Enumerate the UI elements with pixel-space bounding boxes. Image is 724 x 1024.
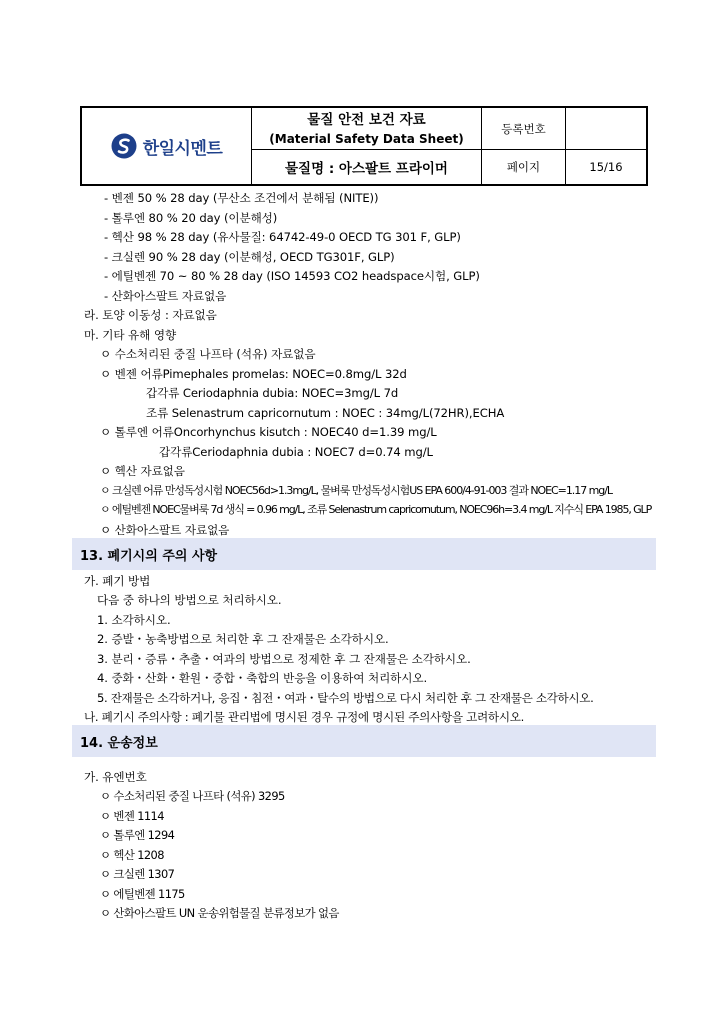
page-label-cell — [482, 150, 566, 184]
un-number-benzene: ㅇ 벤젠 1114 — [100, 809, 164, 823]
un-number-hexane: ㅇ 헥산 1208 — [100, 848, 164, 862]
effect-ethylbenzene: ㅇ 에틸벤젠 NOEC물벼룩 7d 생식 = 0.96 mg/L, 조류 Selenastrum capricornutum, NOEC96h=3.4 mg/L 지수식 EPA 1985, GLP — [100, 503, 652, 516]
un-number-naphtha: ㅇ 수소처리된 중질 나프타 (석유) 3295 — [100, 789, 285, 803]
page-label: 페이지 — [506, 160, 541, 174]
biodegradation-toluene: - 톨루엔 80 % 20 day (이분해성) — [104, 211, 278, 225]
disposal-intro: 다음 중 하나의 방법으로 처리하시오. — [97, 593, 282, 607]
effect-toluene-crustacean: 갑각류Ceriodaphnia dubia : NOEC7 d=0.74 mg/L — [159, 445, 433, 459]
effect-benzene-crustacean: 갑각류 Ceriodaphnia dubia: NOEC=3mg/L 7d — [146, 386, 399, 400]
material-name: 물질명 : 아스팔트 프라이머 — [285, 161, 448, 177]
effect-oxidized-asphalt: ㅇ 산화아스팔트 자료없음 — [100, 523, 230, 537]
effect-naphtha: ㅇ 수소처리된 중질 나프타 (석유) 자료없음 — [100, 347, 316, 361]
effect-hexane: ㅇ 헥산 자료없음 — [100, 464, 185, 478]
un-number-xylene: ㅇ 크실렌 1307 — [100, 867, 175, 881]
biodegradation-ethylbenzene: - 에틸벤젠 70 ~ 80 % 28 day (ISO 14593 CO2 headspace시험, GLP) — [104, 269, 480, 283]
disposal-step-1: 1. 소각하시오. — [97, 613, 171, 627]
biodegradation-hexane: - 헥산 98 % 28 day (유사물질: 64742-49-0 OECD TG 301 F, GLP) — [104, 230, 461, 244]
page-value-cell — [566, 150, 646, 184]
logo-cell — [82, 108, 252, 184]
page-number: 15/16 — [589, 160, 623, 174]
hanil-logo-icon — [111, 133, 137, 159]
other-adverse-effects-heading: 마. 기타 유해 영향 — [84, 328, 177, 342]
section-14-heading — [72, 725, 656, 757]
biodegradation-oxidized-asphalt: - 산화아스팔트 자료없음 — [104, 289, 227, 303]
effect-benzene-algae: 조류 Selenastrum capricornutum : NOEC : 34mg/L(72HR),ECHA — [146, 406, 505, 420]
effect-benzene-fish: ㅇ 벤젠 어류Pimephales promelas: NOEC=0.8mg/L 32d — [100, 367, 407, 381]
registration-value-cell — [566, 108, 646, 150]
disposal-step-3: 3. 분리・증류・추출・여과의 방법으로 정제한 후 그 잔재물은 소각하시오. — [97, 652, 471, 666]
biodegradation-xylene: - 크실렌 90 % 28 day (이분해성, OECD TG301F, GLP) — [104, 250, 395, 264]
logo-text: 한일시멘트 — [142, 138, 223, 159]
disposal-method-heading: 가. 폐기 방법 — [84, 574, 151, 588]
un-number-oxidized-asphalt: ㅇ 산화아스팔트 UN 운송위험물질 분류정보가 없음 — [100, 906, 339, 920]
effect-toluene-fish: ㅇ 톨루엔 어류Oncorhynchus kisutch : NOEC40 d=1.39 mg/L — [100, 425, 437, 439]
soil-mobility: 라. 토양 이동성 : 자료없음 — [84, 308, 217, 322]
effect-xylene: ㅇ 크실렌 어류 만성독성시험 NOEC56d>1.3mg/L, 물벼룩 만성독성시험US EPA 600/4-91-003 결과 NOEC=1.17 mg/L — [100, 484, 612, 497]
un-number-ethylbenzene: ㅇ 에틸벤젠 1175 — [100, 887, 185, 901]
disposal-step-4: 4. 중화・산화・환원・중합・축합의 반응을 이용하여 처리하시오. — [97, 671, 428, 685]
registration-label-cell — [482, 108, 566, 150]
document-title-en: (Material Safety Data Sheet) — [269, 131, 464, 146]
document-title-ko: 물질 안전 보건 자료 — [307, 111, 426, 128]
un-number-heading: 가. 유엔번호 — [84, 770, 147, 784]
biodegradation-benzene: - 벤젠 50 % 28 day (무산소 조건에서 분해됨 (NITE)) — [104, 191, 379, 205]
un-number-toluene: ㅇ 톨루엔 1294 — [100, 828, 175, 842]
disposal-precautions: 나. 폐기시 주의사항 : 폐기물 관리법에 명시된 경우 규정에 명시된 주의사항을 고려하시오. — [84, 710, 525, 724]
document-header-table — [80, 106, 648, 186]
registration-label: 등록번호 — [501, 121, 546, 136]
company-logo — [111, 133, 223, 159]
disposal-step-5: 5. 잔재물은 소각하거나, 응집・침전・여과・탈수의 방법으로 다시 처리한 후 그 잔재물은 소각하시오. — [97, 691, 594, 705]
section-13-heading — [72, 538, 656, 570]
section-14-title: 14. 운송정보 — [80, 735, 158, 751]
material-name-cell — [252, 150, 482, 184]
section-13-title: 13. 폐기시의 주의 사항 — [80, 548, 218, 564]
title-cell — [252, 108, 482, 150]
disposal-step-2: 2. 증발・농축방법으로 처리한 후 그 잔재물은 소각하시오. — [97, 632, 389, 646]
